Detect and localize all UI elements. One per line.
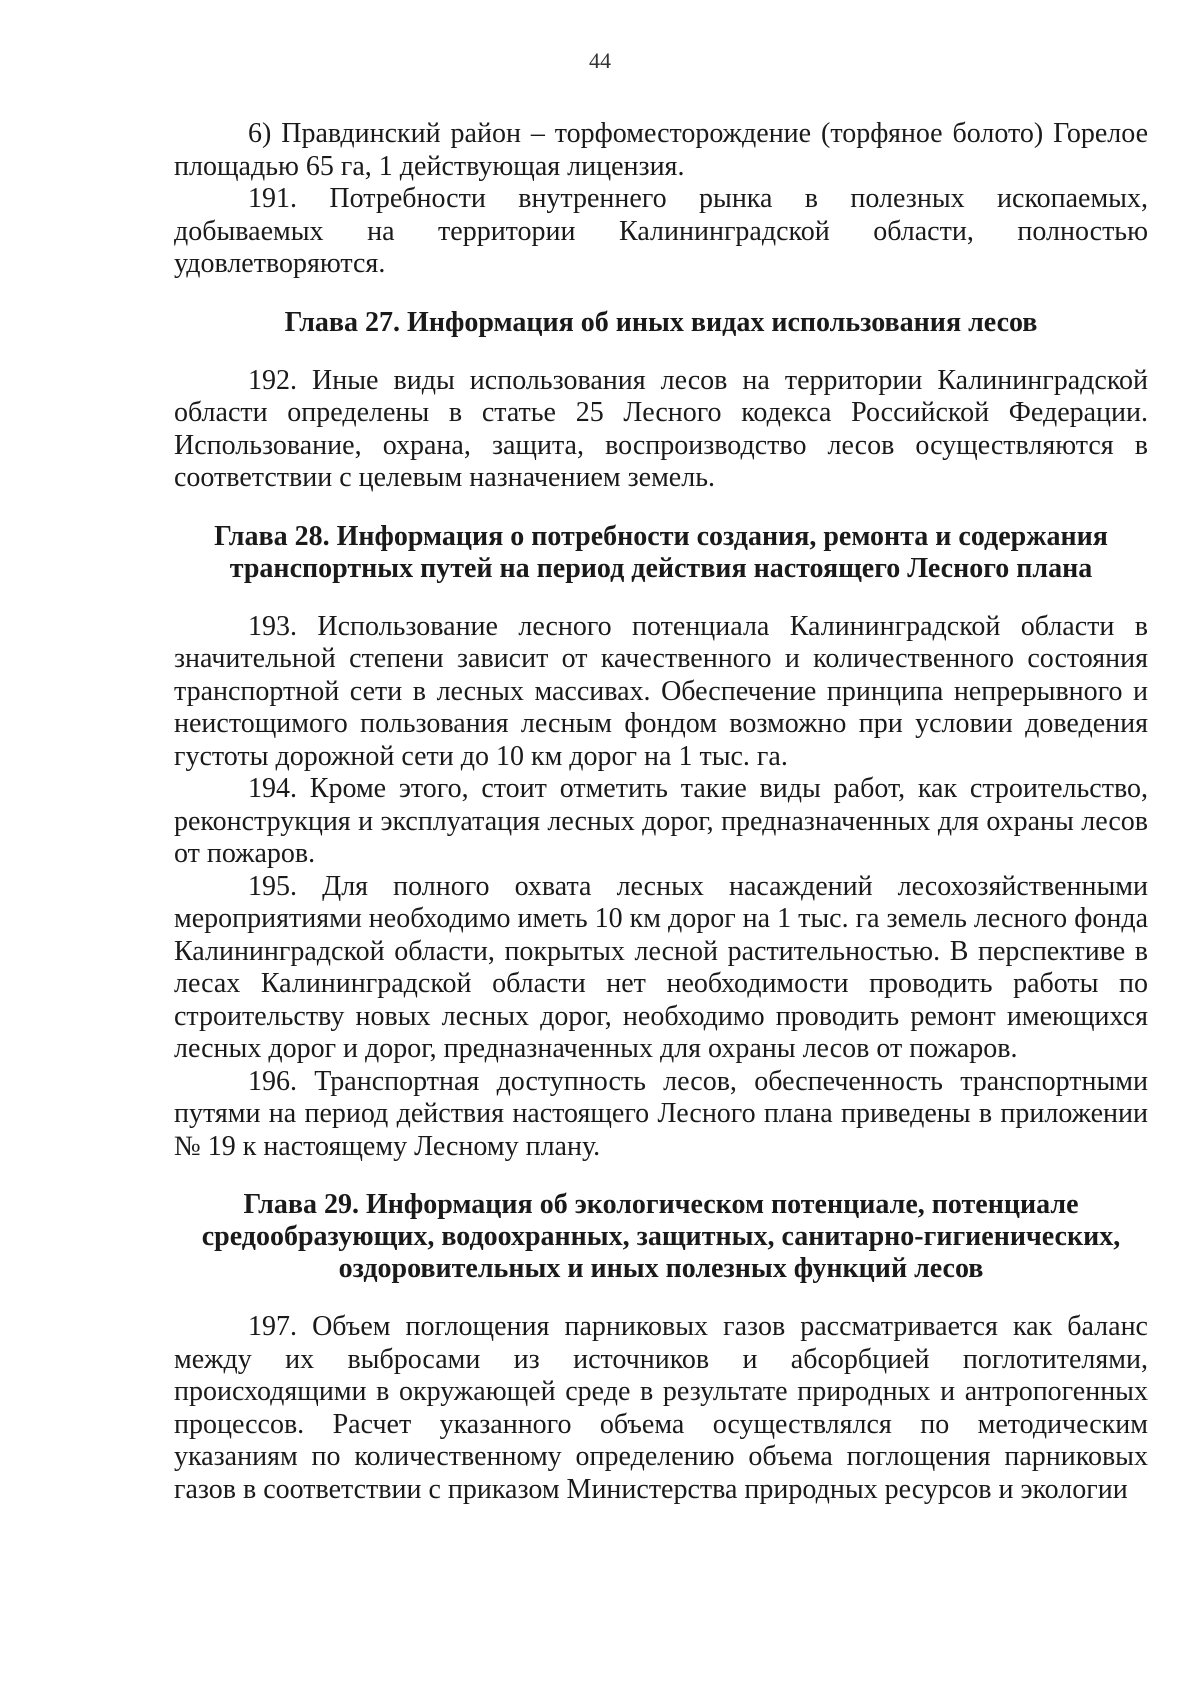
chapter-heading bbox=[174, 521, 1148, 585]
chapter-heading-line: транспортных путей на период действия настоящего Лесного плана bbox=[229, 552, 1093, 584]
paragraph: 195. Для полного охвата лесных насаждений лесохозяйственными мероприятиями необходимо иметь 10 км дорог на 1 тыс. га земель лесного фонда Калининградской области, покрытых лесной растительностью. В перспективе в лесах Калининградской области нет необходимости проводить работы по строительству новых лесных дорог, необходимо проводить ремонт имеющихся лесных дорог и дорог, предназначенных для охраны лесов от пожаров. bbox=[174, 870, 1148, 1064]
chapter-heading bbox=[174, 1189, 1148, 1285]
paragraph: 193. Использование лесного потенциала Калининградской области в значительной степени зависит от качественного и количественного состояния транспортной сети в лесных массивах. Обеспечение принципа непрерывного и неистощимого пользования лесным фондом возможно при условии доведения густоты дорожной сети до 10 км дорог на 1 тыс. га. bbox=[174, 610, 1148, 772]
chapter-heading-line: Глава 27. Информация об иных видах использования лесов bbox=[284, 306, 1038, 338]
paragraph: 197. Объем поглощения парниковых газов рассматривается как баланс между их выбросами из источников и абсорбцией поглотителями, происходящими в окружающей среде в результате природных и антропогенных процессов. Расчет указанного объема осуществлялся по методическим указаниям по количественному определению объема поглощения парниковых газов в соответствии с приказом Министерства природных ресурсов и экологии bbox=[174, 1311, 1148, 1505]
page-number: 44 bbox=[589, 48, 611, 73]
chapter-heading-line: оздоровительных и иных полезных функций лесов bbox=[338, 1253, 984, 1284]
paragraph: 192. Иные виды использования лесов на территории Калининградской области определены в статье 25 Лесного кодекса Российской Федерации. Использование, охрана, защита, воспроизводство лесов осуществляются в соответствии с целевым назначением земель. bbox=[174, 364, 1148, 493]
chapter-heading-line: средообразующих, водоохранных, защитных, санитарно-гигиенических, bbox=[201, 1221, 1121, 1252]
chapter-heading bbox=[174, 307, 1148, 339]
paragraph: 194. Кроме этого, стоит отметить такие виды работ, как строительство, реконструкция и эксплуатация лесных дорог, предназначенных для охраны лесов от пожаров. bbox=[174, 773, 1148, 869]
paragraph: 6) Правдинский район – торфоместорождение (торфяное болото) Горелое площадью 65 га, 1 действующая лицензия. bbox=[174, 118, 1148, 182]
chapter-heading-line: Глава 29. Информация об экологическом потенциале, потенциале bbox=[243, 1189, 1079, 1220]
chapter-heading-line: Глава 28. Информация о потребности создания, ремонта и содержания bbox=[214, 520, 1108, 552]
paragraph: 196. Транспортная доступность лесов, обеспеченность транспортными путями на период действия настоящего Лесного плана приведены в приложении № 19 к настоящему Лесному плану. bbox=[174, 1065, 1148, 1162]
document-body bbox=[174, 118, 1148, 1506]
paragraph: 191. Потребности внутреннего рынка в полезных ископаемых, добываемых на территории Калининградской области, полностью удовлетворяются. bbox=[174, 183, 1148, 279]
